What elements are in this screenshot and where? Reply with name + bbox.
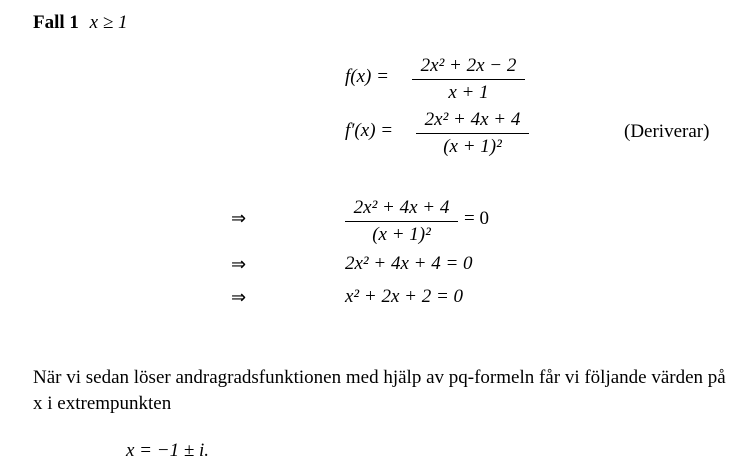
eq2-lhs: f′(x) = — [345, 120, 394, 141]
implies-arrow: ⇒ — [231, 208, 247, 229]
step1-numerator: 2x² + 4x + 4 — [353, 197, 450, 218]
fraction-bar — [345, 221, 458, 222]
eq1-denominator: x + 1 — [448, 82, 489, 103]
step3-equation: x² + 2x + 2 = 0 — [345, 286, 464, 307]
eq2-denominator: (x + 1)² — [443, 136, 502, 157]
eq1-fraction — [412, 54, 525, 105]
eq1-numerator: 2x² + 2x − 2 — [420, 55, 517, 76]
eq2-note: (Deriverar) — [624, 121, 710, 142]
step2-equation: 2x² + 4x + 4 = 0 — [345, 253, 473, 274]
eq1-lhs: f(x) = — [345, 66, 389, 87]
implies-arrow: ⇒ — [231, 287, 247, 308]
step1-fraction — [345, 196, 458, 247]
implies-arrow: ⇒ — [231, 254, 247, 275]
fraction-bar — [416, 133, 529, 134]
fraction-bar — [412, 79, 525, 80]
step1-rhs: = 0 — [464, 208, 489, 229]
eq2-fraction — [416, 108, 529, 159]
eq2-numerator: 2x² + 4x + 4 — [424, 109, 521, 130]
explanation-paragraph: När vi sedan löser andragradsfunktionen med hjälp av pq-formeln får vi följande värden på x i extrempunkten — [33, 367, 726, 414]
case-heading — [33, 12, 128, 34]
step1-denominator: (x + 1)² — [372, 224, 431, 245]
result-equation: x = −1 ± i. — [126, 440, 210, 461]
case-condition: x ≥ 1 — [89, 12, 128, 33]
case-label: Fall 1 — [33, 12, 79, 33]
